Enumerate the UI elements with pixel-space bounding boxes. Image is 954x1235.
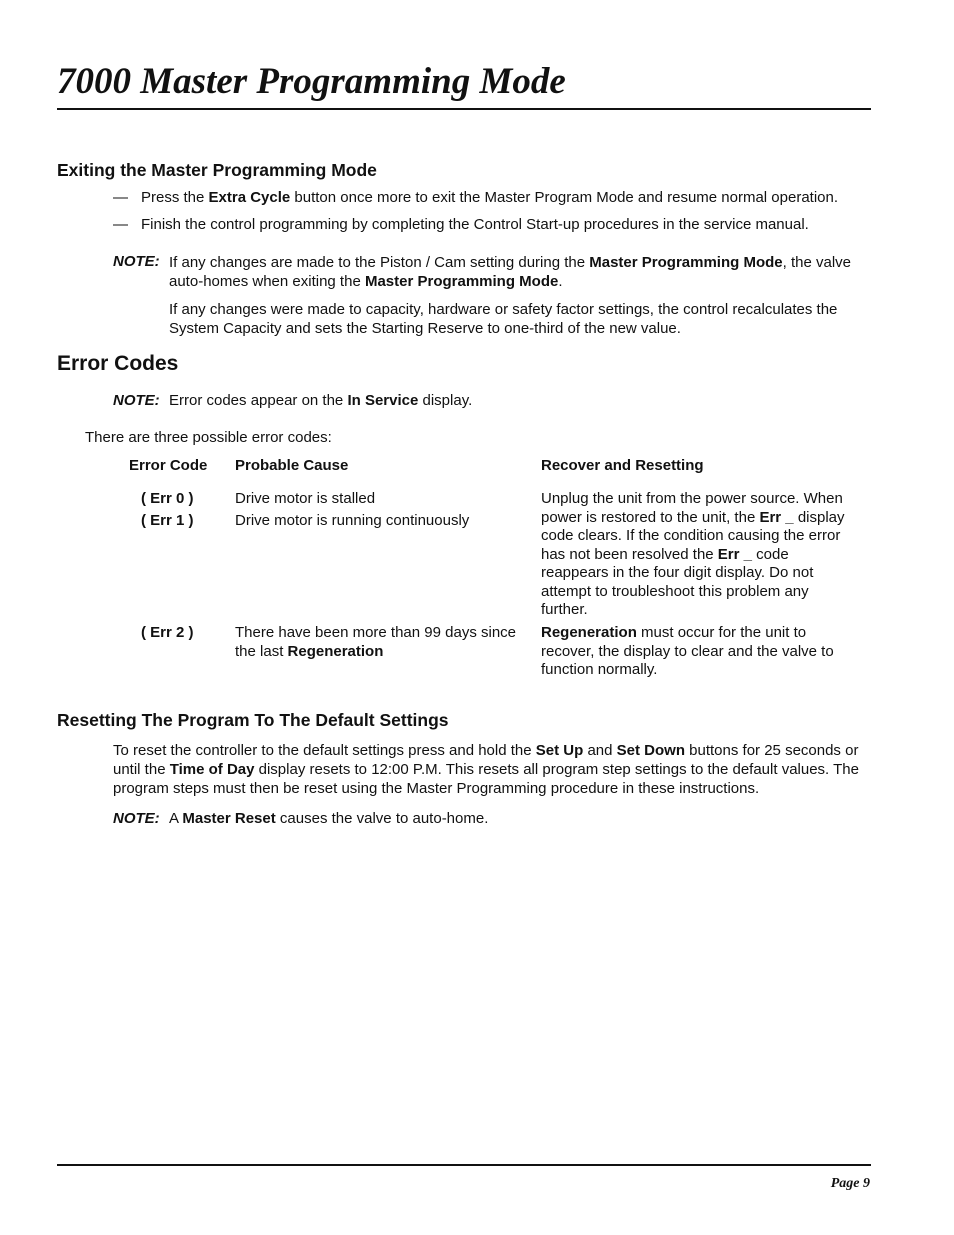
note-text-2: If any changes were made to capacity, hardware or safety factor settings, the control recalculates the System Capacity and sets the Starting Reserve to one-third of the new value. bbox=[169, 301, 838, 337]
error-codes-intro: There are three possible error codes: bbox=[85, 429, 332, 446]
resetting-paragraph: To reset the controller to the default settings press and hold the Set Up and Set Down buttons for 25 seconds or until the Time of Day display resets to 12:00 P.M. This resets all program step settings to the default values. The program steps must then be reset using the Master Programming procedure in these instructions. bbox=[113, 742, 859, 797]
note-label: NOTE: bbox=[113, 392, 160, 409]
bullet-item: Press the Extra Cycle button once more to exit the Master Program Mode and resume normal operation. bbox=[141, 189, 839, 206]
column-header-code: Error Code bbox=[129, 457, 208, 474]
column-header-recover: Recover and Resetting bbox=[541, 457, 704, 474]
error-code: ( Err 1 ) bbox=[141, 512, 194, 529]
recover-text: Regeneration must occur for the unit to recover, the display to clear and the valve to function normally. bbox=[541, 624, 834, 678]
note-text: Error codes appear on the In Service display. bbox=[169, 392, 473, 409]
error-code: ( Err 2 ) bbox=[141, 624, 194, 641]
column-header-cause: Probable Cause bbox=[235, 457, 349, 474]
bullet-dash: — bbox=[113, 216, 128, 233]
header-rule bbox=[57, 108, 871, 110]
bullet-item: Finish the control programming by completing the Control Start-up procedures in the service manual. bbox=[141, 216, 809, 233]
note-text: A Master Reset causes the valve to auto-home. bbox=[169, 810, 489, 827]
probable-cause: Drive motor is running continuously bbox=[235, 512, 470, 529]
page-number: Page 9 bbox=[830, 1176, 870, 1191]
recover-text: Unplug the unit from the power source. When power is restored to the unit, the Err _ display code clears. If the condition causing the error has not been resolved the Err _ code reappears in the four digit display. Do not attempt to troubleshoot this problem any further. bbox=[541, 490, 845, 618]
bullet-dash: — bbox=[113, 189, 128, 206]
probable-cause: Drive motor is stalled bbox=[235, 490, 376, 507]
probable-cause: There have been more than 99 days since the last Regeneration bbox=[235, 624, 517, 660]
exiting-heading: Exiting the Master Programming Mode bbox=[57, 160, 377, 180]
resetting-heading: Resetting The Program To The Default Settings bbox=[57, 710, 449, 730]
error-code: ( Err 0 ) bbox=[141, 490, 194, 507]
page-title: 7000 Master Programming Mode bbox=[57, 61, 566, 102]
note-label: NOTE: bbox=[113, 253, 160, 270]
footer-rule bbox=[57, 1164, 871, 1166]
error-codes-heading: Error Codes bbox=[57, 352, 179, 375]
note-text: If any changes are made to the Piston / Cam setting during the Master Programming Mode, the valve auto-homes when exiting the Master Programming Mode. bbox=[169, 254, 851, 290]
note-label: NOTE: bbox=[113, 810, 160, 827]
